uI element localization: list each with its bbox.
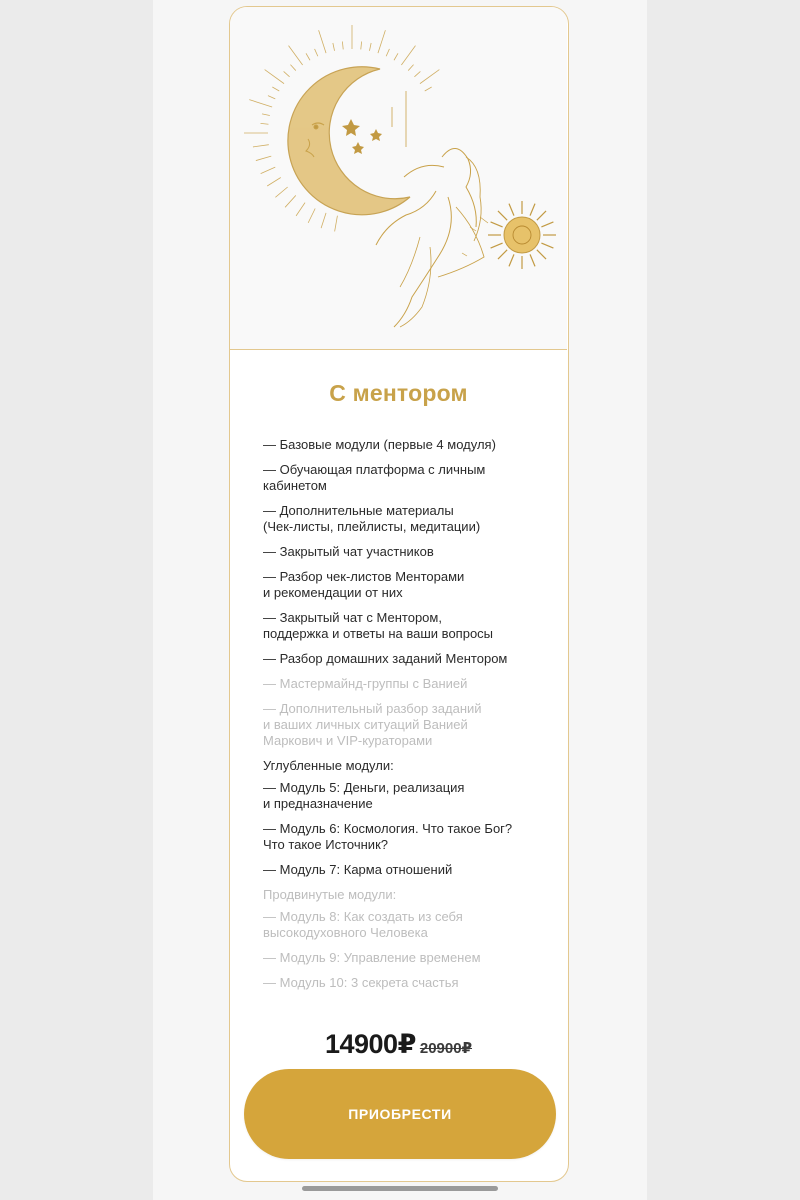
feature-item: — Разбор домашних заданий Ментором — [263, 651, 508, 666]
price-row — [230, 1029, 567, 1060]
feature-item: — Модуль 6: Космология. Что такое Бог? Что такое Источник? — [263, 821, 513, 852]
home-indicator — [302, 1186, 498, 1191]
pricing-card — [229, 6, 569, 1182]
feature-item: — Дополнительные материалы (Чек-листы, плейлисты, медитации) — [263, 503, 481, 534]
feature-item: — Модуль 5: Деньги, реализация и предназначение — [263, 780, 465, 811]
plan-title: С ментором — [329, 380, 468, 406]
feature-item: — Модуль 8: Как создать из себя высокодуховного Человека — [263, 909, 463, 940]
buy-button[interactable]: ПРИОБРЕСТИ — [244, 1069, 556, 1159]
feature-section-heading: Продвинутые модули: — [263, 887, 397, 902]
feature-item: — Базовые модули (первые 4 модуля) — [263, 437, 496, 452]
price-old: 20900₽ — [419, 1040, 473, 1057]
feature-item: — Обучающая платформа с личным кабинетом — [263, 462, 486, 493]
feature-item: — Дополнительный разбор заданий и ваших личных ситуаций Ванией Маркович и VIP-кураторами — [263, 701, 482, 748]
feature-section-heading: Углубленные модули: — [263, 758, 394, 773]
feature-item: — Разбор чек-листов Менторами и рекомендации от них — [263, 569, 465, 600]
feature-item: — Закрытый чат участников — [263, 544, 434, 559]
feature-list — [263, 437, 553, 1000]
feature-item: — Модуль 10: 3 секрета счастья — [263, 975, 459, 990]
illustration — [230, 7, 567, 350]
price-current: 14900₽ — [324, 1029, 416, 1059]
moon-sun-woman-icon — [230, 7, 567, 349]
feature-item: — Модуль 7: Карма отношений — [263, 862, 453, 877]
feature-item: — Мастермайнд-группы с Ванией — [263, 676, 468, 691]
feature-item: — Модуль 9: Управление временем — [263, 950, 481, 965]
feature-item: — Закрытый чат с Ментором, поддержка и ответы на ваши вопросы — [263, 610, 494, 641]
